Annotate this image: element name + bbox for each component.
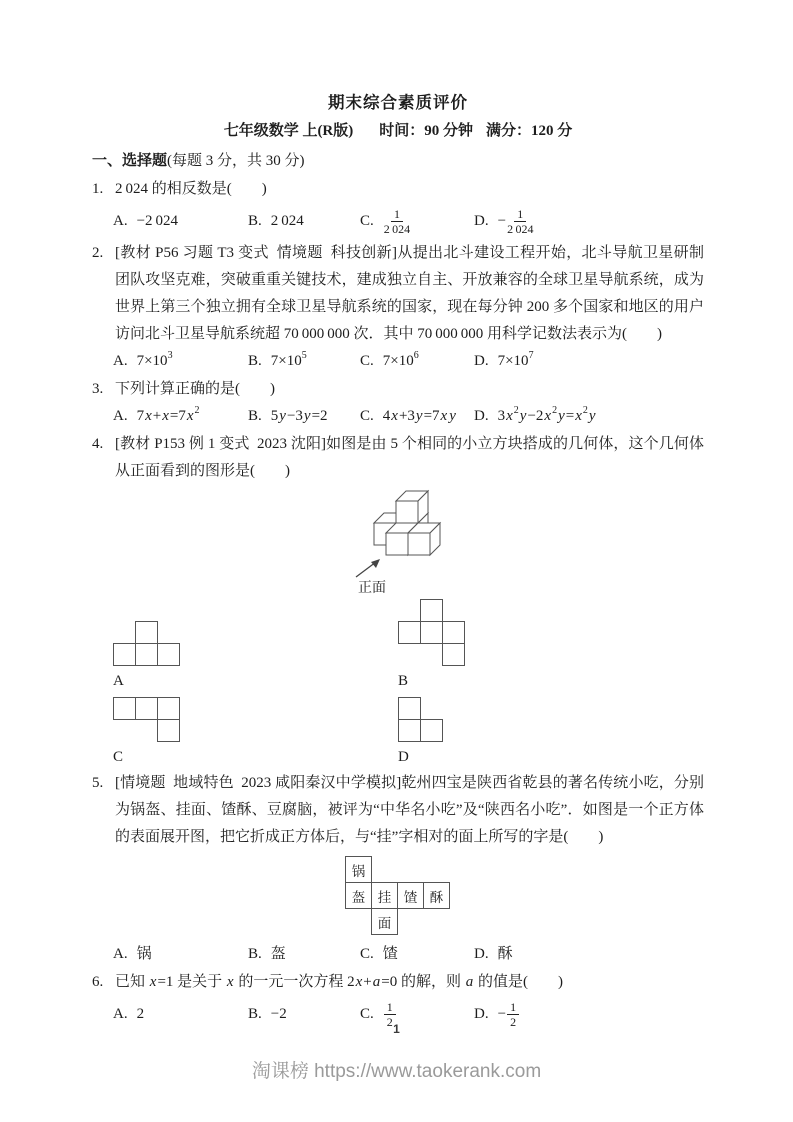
fraction-denominator: 2 024	[383, 222, 411, 236]
option-D	[474, 203, 704, 239]
fraction	[507, 207, 533, 237]
option-content	[498, 941, 513, 968]
math-variable: y	[519, 408, 527, 424]
figure-option-A	[113, 595, 398, 693]
text-run: +3	[398, 408, 415, 424]
page-title: 期末综合素质评价	[328, 93, 468, 112]
option-label: D.	[474, 408, 489, 424]
fraction-numerator: 1	[384, 1000, 396, 1015]
shape-cell	[420, 599, 443, 622]
shape-cell	[157, 719, 180, 742]
option-label: D.	[474, 212, 489, 229]
math-variable: x	[145, 408, 152, 424]
net-cell: 酥	[423, 882, 450, 909]
figure-option-B	[398, 595, 704, 693]
math-variable: x	[506, 408, 513, 424]
option-content	[137, 208, 178, 235]
option-C	[360, 941, 474, 968]
view-shape	[398, 697, 443, 742]
question-number: 5.	[92, 775, 104, 791]
option-content	[271, 941, 286, 968]
text-run: =7	[423, 408, 440, 424]
option-label: B.	[248, 212, 262, 229]
figure-options	[113, 595, 704, 769]
fraction-denominator: 2	[510, 1015, 517, 1029]
option-B	[248, 403, 360, 430]
option-content	[271, 348, 307, 375]
shape-cell	[157, 697, 180, 720]
shape-cell	[135, 621, 158, 644]
text-run: 5	[270, 408, 279, 424]
option-content	[137, 348, 173, 375]
text-run: −	[497, 1005, 507, 1022]
options-row	[113, 941, 704, 968]
option-C	[360, 403, 474, 430]
question-number: 2.	[92, 245, 104, 261]
option-content	[137, 941, 152, 968]
cube-face	[408, 533, 430, 555]
view-shape	[113, 697, 180, 742]
option-content	[383, 206, 411, 237]
option-label: D.	[474, 1005, 489, 1022]
text-run: [教材 P56 习题 T3 变式 情境题 科技创新]从提出北斗建设工程开始，北斗导航卫星研制团队攻坚克难，突破重重关键技术，建成独立自主、开放兼容的全球卫星导航系统，成为世界上第三个独立拥有全球卫星导航系统的国家，现在每分钟 200 多个国家和地区的用户访问北斗卫星导航系统超 70 000 000 次．其中 70 000 000 用科学记数法表示为( )	[115, 245, 704, 342]
option-content	[271, 403, 328, 430]
exam-subtitle	[92, 116, 704, 146]
text-run: 2 024	[270, 212, 304, 229]
option-A	[113, 348, 248, 375]
option-label: A.	[113, 353, 128, 369]
subtitle-score: 满分：120 分	[486, 123, 573, 139]
text-run: =2	[311, 408, 328, 424]
text-run: 的一元一次方程 2	[234, 974, 355, 990]
options-row	[113, 203, 704, 239]
text-run: 已知	[115, 974, 149, 990]
shape-cell	[135, 643, 158, 666]
section-heading	[92, 148, 704, 175]
question-number: 6.	[92, 974, 104, 990]
options-row	[113, 403, 704, 430]
shape-cell	[157, 643, 180, 666]
option-label: B.	[248, 1005, 262, 1022]
shape-cell	[398, 621, 421, 644]
text-run: [情境题 地域特色 2023 咸阳秦汉中学模拟]乾州四宝是陕西省乾县的著名传统小吃，分别为锅盔、挂面、馇酥、豆腐脑，被评为“中华名小吃”及“陕西名小吃”．如图是一个正方体的表面展开图，把它折成正方体后，与“挂”字相对的面上所写的字是( )	[115, 775, 704, 845]
option-content	[383, 348, 419, 375]
cube-face	[386, 533, 408, 555]
question-stem	[92, 176, 704, 203]
superscript: 2	[513, 405, 519, 416]
question-stem	[92, 431, 704, 485]
question-number: 4.	[92, 436, 104, 452]
text-run: +	[363, 974, 372, 990]
subtitle-course: 七年级数学 上(R版)	[223, 123, 354, 139]
net-cell: 面	[371, 908, 398, 935]
question-stem-text	[115, 240, 704, 348]
text-run: −2	[270, 1005, 287, 1022]
option-C	[360, 348, 474, 375]
math-variable: x	[544, 408, 552, 424]
math-variable: y	[303, 408, 311, 424]
fraction-denominator: 2 024	[507, 222, 534, 236]
options-row	[113, 348, 704, 375]
text-run: 7	[136, 408, 145, 424]
math-variable: x	[186, 408, 194, 424]
superscript: 3	[167, 350, 173, 361]
option-label: A.	[113, 946, 128, 962]
math-variable: a	[372, 974, 381, 990]
question-stem	[92, 240, 704, 348]
net-cell: 馇	[397, 882, 424, 909]
math-variable: x	[440, 408, 448, 424]
question-1	[92, 176, 704, 239]
figure-option-label: D	[398, 749, 409, 765]
option-B	[248, 941, 360, 968]
exam-content	[92, 90, 704, 1032]
option-label: C.	[360, 353, 374, 369]
figure-option-label: A	[113, 673, 124, 689]
option-label: D.	[474, 353, 489, 369]
text-run: 7×10	[382, 353, 414, 369]
option-content	[498, 403, 597, 430]
math-variable: y	[558, 408, 565, 424]
question-figure	[350, 487, 704, 595]
math-variable: y	[279, 408, 286, 424]
shape-cell	[398, 719, 421, 742]
option-content	[498, 348, 534, 375]
question-5	[92, 770, 704, 968]
option-content	[271, 208, 304, 235]
option-A	[113, 403, 248, 430]
text-run: +	[152, 408, 162, 424]
text-run: −2	[527, 408, 544, 424]
view-shape	[113, 621, 180, 666]
text-run: −3	[286, 408, 303, 424]
superscript: 5	[301, 350, 307, 361]
text-run: 的值是( )	[474, 974, 563, 990]
text-run: 2	[136, 1005, 145, 1022]
fraction-numerator: 1	[391, 207, 403, 222]
option-label: D.	[474, 946, 489, 962]
option-label: C.	[360, 946, 374, 962]
superscript: 2	[194, 405, 200, 416]
net-cell: 锅	[345, 856, 372, 883]
subtitle-time: 时间：90 分钟	[379, 123, 474, 139]
question-stem	[92, 969, 704, 996]
text-run: 3	[497, 408, 506, 424]
shape-cell	[113, 643, 136, 666]
shape-cell	[442, 621, 465, 644]
superscript: 2	[582, 405, 588, 416]
text-run: 下列计算正确的是( )	[115, 381, 275, 397]
math-variable: a	[465, 974, 474, 990]
option-label: B.	[248, 946, 262, 962]
text-run: [教材 P153 例 1 变式 2023 沈阳]如图是由 5 个相同的小立方块搭成的几何体，这个几何体从正面看到的图形是( )	[115, 436, 704, 479]
option-label: B.	[248, 408, 262, 424]
option-B	[248, 348, 360, 375]
text-run: 锅	[136, 946, 152, 962]
text-run: 2 024 的相反数是( )	[115, 181, 267, 197]
superscript: 6	[413, 350, 419, 361]
text-run: 酥	[497, 946, 513, 962]
cube-face	[396, 501, 418, 523]
shape-cell	[135, 697, 158, 720]
math-variable: y	[449, 408, 456, 424]
question-stem-text	[115, 969, 704, 996]
text-run: −2 024	[136, 212, 179, 229]
question-stem	[92, 770, 704, 851]
shape-cell	[398, 697, 421, 720]
option-A	[113, 203, 248, 239]
superscript: 7	[528, 350, 534, 361]
page-number: 1	[393, 1022, 400, 1036]
text-run: =	[565, 408, 575, 424]
math-variable: x	[226, 974, 234, 990]
question-stem-text	[115, 376, 704, 403]
fraction-denominator: 2	[386, 1015, 393, 1029]
question-stem	[92, 376, 704, 403]
question-stem-text	[115, 176, 704, 203]
option-D	[474, 403, 704, 430]
view-shape	[398, 599, 465, 666]
math-variable: y	[588, 408, 596, 424]
option-D	[474, 348, 704, 375]
figure-option-label: B	[398, 673, 409, 689]
option-content	[137, 403, 200, 430]
option-C	[360, 203, 474, 239]
shape-cell	[420, 719, 443, 742]
section-note: (每题 3 分，共 30 分)	[167, 153, 305, 169]
fraction-numerator: 1	[507, 1000, 519, 1015]
option-B	[248, 203, 360, 239]
option-label: A.	[113, 1005, 128, 1022]
option-A	[113, 941, 248, 968]
option-label: A.	[113, 408, 128, 424]
math-variable: x	[162, 408, 169, 424]
text-run: 4	[382, 408, 391, 424]
text-run: 7×10	[270, 353, 302, 369]
superscript: 2	[552, 405, 558, 416]
front-arrow-head	[371, 559, 380, 568]
option-label: C.	[360, 212, 374, 229]
option-content	[498, 206, 535, 237]
text-run: 7×10	[497, 353, 529, 369]
shape-cell	[113, 697, 136, 720]
option-content	[383, 941, 398, 968]
option-label: A.	[113, 212, 128, 229]
figure-option-D	[398, 693, 704, 769]
math-variable: x	[355, 974, 363, 990]
option-label: C.	[360, 408, 374, 424]
figure-option-C	[113, 693, 398, 769]
questions-list	[92, 176, 704, 1032]
figure-option-label: C	[113, 749, 124, 765]
text-run: 7×10	[136, 353, 168, 369]
option-label: C.	[360, 1005, 374, 1022]
question-3	[92, 376, 704, 430]
option-D	[474, 941, 704, 968]
option-content	[383, 403, 457, 430]
text-run: 馇	[382, 946, 398, 962]
text-run: =1 是关于	[157, 974, 226, 990]
question-stem-text	[115, 770, 704, 851]
question-4	[92, 431, 704, 769]
question-number: 1.	[92, 181, 104, 197]
question-2	[92, 240, 704, 375]
shape-cell	[442, 643, 465, 666]
question-stem-text	[115, 431, 704, 485]
fraction-numerator: 1	[514, 207, 526, 222]
text-run: =7	[169, 408, 186, 424]
math-variable: y	[415, 408, 423, 424]
math-variable: x	[575, 408, 582, 424]
cube-net-figure	[345, 856, 450, 935]
fraction	[384, 207, 410, 237]
text-run: =0 的解，则	[381, 974, 465, 990]
watermark-link: 淘课榜 https://www.taokerank.com	[251, 1061, 542, 1082]
net-cell: 挂	[371, 882, 398, 909]
math-variable: x	[149, 974, 157, 990]
section-label: 一、选择题	[92, 153, 168, 169]
shape-cell	[420, 621, 443, 644]
cube-stack-figure	[350, 487, 500, 595]
question-number: 3.	[92, 381, 104, 397]
text-run: 盔	[270, 946, 286, 962]
net-cell: 盔	[345, 882, 372, 909]
option-label: B.	[248, 353, 262, 369]
front-view-label: 正面	[358, 581, 386, 595]
math-variable: x	[391, 408, 398, 424]
text-run: −	[497, 212, 507, 229]
